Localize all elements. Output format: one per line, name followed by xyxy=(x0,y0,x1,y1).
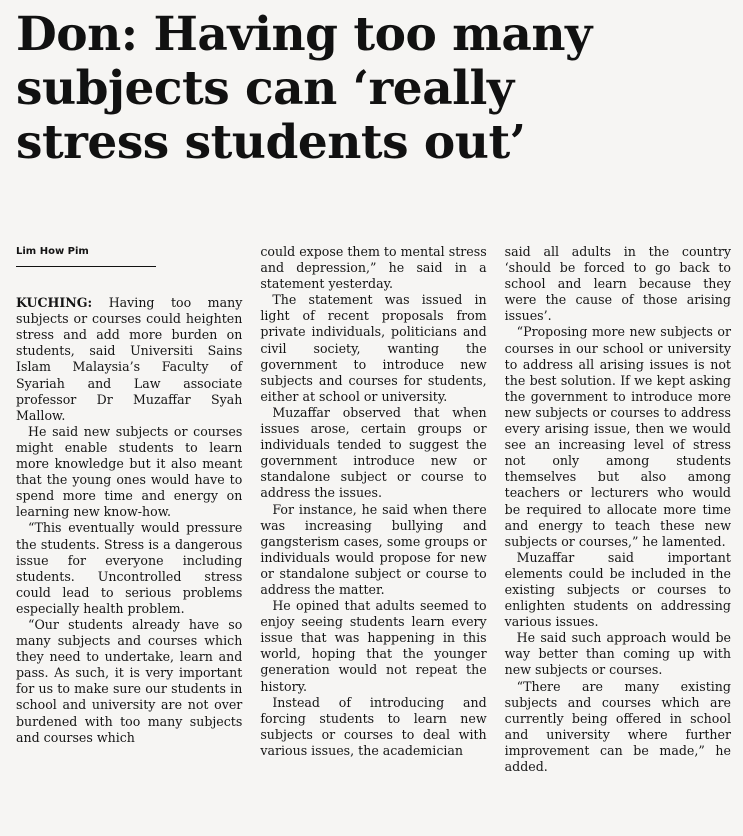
paragraph-text: Having too many subjects or courses could heighten stress and add more burden on students, said Universiti Sains Islam Malaysia’s Faculty of Syariah and Law associate professor Dr Muzaffar Syah Mallow. xyxy=(16,295,243,423)
dateline: KUCHING: xyxy=(16,295,93,311)
paragraph: Instead of introducing and forcing students to learn new subjects or courses to deal with various issues, the academician xyxy=(260,694,487,758)
headline xyxy=(16,8,731,170)
headline-line-3: stress students out’ xyxy=(16,115,526,170)
paragraph: He said new subjects or courses might enable students to learn more knowledge but it also meant that the young ones would have to spend more time and energy on learning new know-how. xyxy=(16,423,243,520)
paragraph xyxy=(16,295,242,424)
column-3 xyxy=(505,244,731,775)
byline: Lim How Pim xyxy=(16,244,156,267)
paragraph: He opined that adults seemed to enjoy seeing students learn every issue that was happening in this world, hoping that the younger generation would not repeat the history. xyxy=(260,598,487,694)
headline-line-1: Don: Having too many xyxy=(16,7,592,62)
paragraph: He said such approach would be way better than coming up with new subjects or courses. xyxy=(504,630,731,678)
column-1 xyxy=(16,244,242,775)
paragraph: The statement was issued in light of recent proposals from private individuals, politicians and civil society, wanting the government to introduce new subjects and courses for students, either at school or university. xyxy=(260,292,487,404)
paragraph: said all adults in the country ‘should be forced to go back to school and learn because they were the cause of those arising issues’. xyxy=(504,244,731,324)
paragraph: “There are many existing subjects and courses which are currently being offered in school and university where further improvement can be made,” he added. xyxy=(504,678,731,774)
paragraph: Muzaffar said important elements could be included in the existing subjects or courses to enlighten students on addressing various issues. xyxy=(504,549,731,630)
paragraph: could expose them to mental stress and depression,” he said in a statement yesterday. xyxy=(260,244,487,292)
column-2 xyxy=(260,244,486,775)
paragraph: “Our students already have so many subjects and courses which they need to undertake, learn and pass. As such, it is very important for us to make sure our students in school and university are not over burdened with too many subjects and courses which xyxy=(16,616,243,745)
paragraph: Muzaffar observed that when issues arose, certain groups or individuals tended to suggest the government introduce new or standalone subject or course to address the issues. xyxy=(260,404,487,501)
headline-line-2: subjects can ‘really xyxy=(16,61,514,116)
article-body xyxy=(16,244,731,775)
paragraph: For instance, he said when there was increasing bullying and gangsterism cases, some groups or individuals would propose for new or standalone subject or course to address the matter. xyxy=(260,501,487,597)
paragraph: “Proposing more new subjects or courses in our school or university to address all arising issues is not the best solution. If we kept asking the government to introduce more new subjects or courses to address every arising issue, then we would see an increasing level of stress not only among students themselves but also among teachers or lecturers who would be required to allocate more time and energy to teach these new subjects or courses,” he lamented. xyxy=(504,324,731,549)
paragraph: “This eventually would pressure the students. Stress is a dangerous issue for everyone including students. Uncontrolled stress could lead to serious problems especially health problem. xyxy=(16,520,243,616)
